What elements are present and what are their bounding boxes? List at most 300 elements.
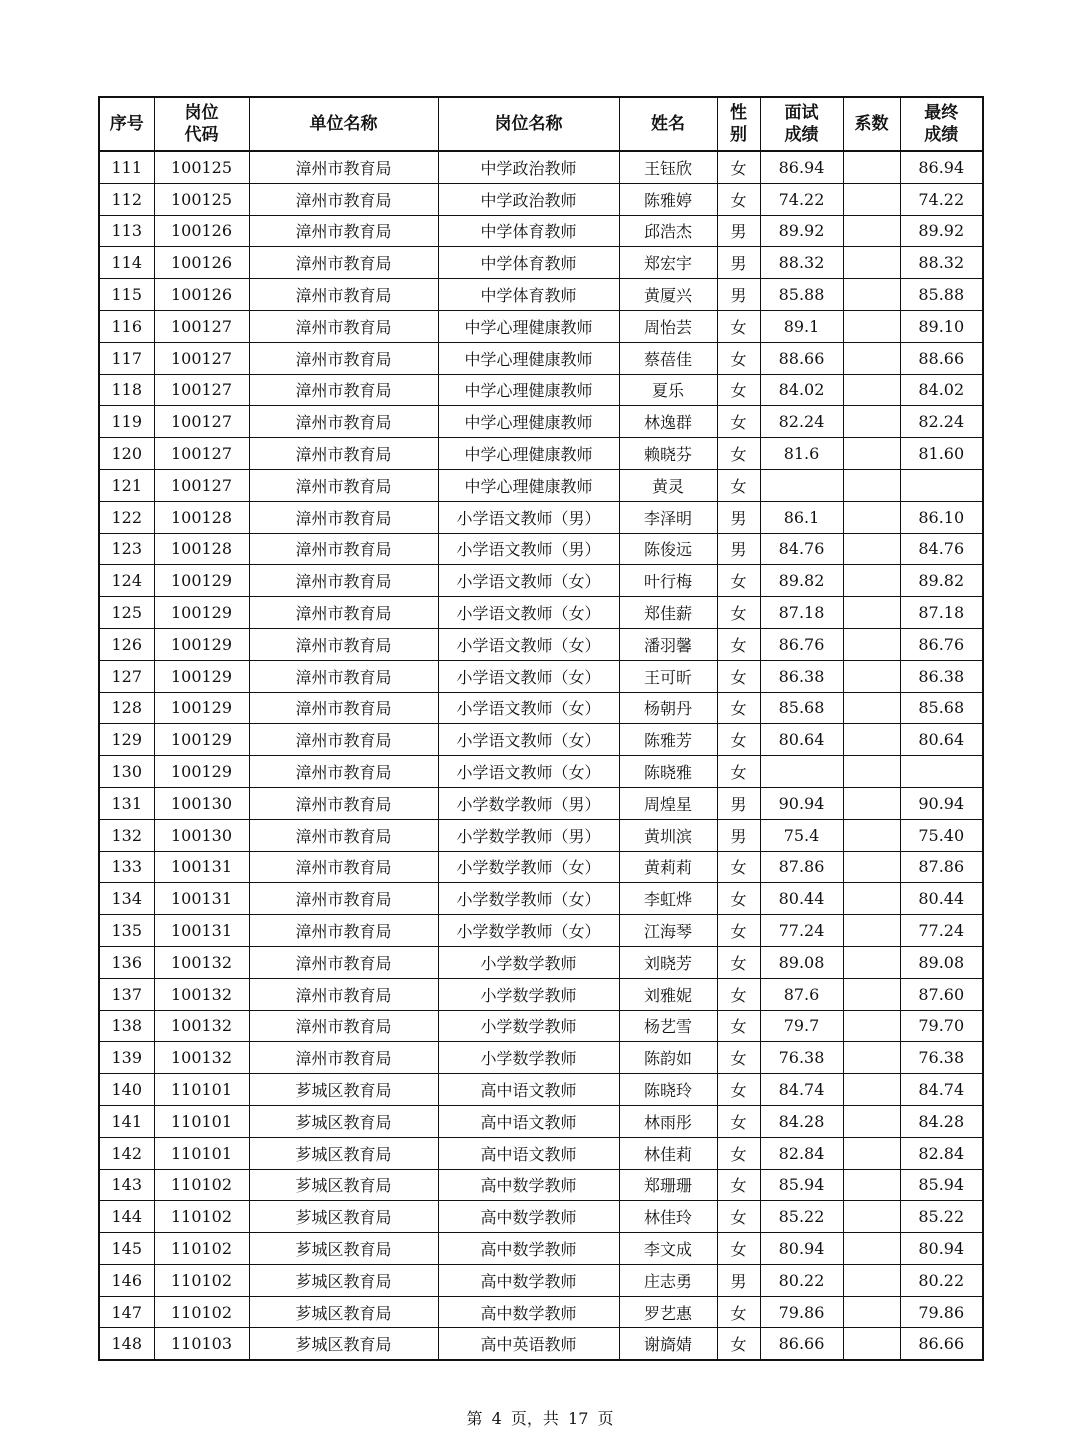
cell-final-score: 74.22 xyxy=(900,183,983,215)
footer-total-pages: 17 xyxy=(568,1409,589,1428)
table-row xyxy=(99,151,983,183)
cell-coefficient xyxy=(843,756,900,788)
table-row xyxy=(99,1074,983,1106)
cell-seq: 122 xyxy=(99,501,154,533)
cell-coefficient xyxy=(843,692,900,724)
cell-gender: 女 xyxy=(717,310,760,342)
cell-post-code: 100129 xyxy=(154,565,249,597)
cell-coefficient xyxy=(843,724,900,756)
cell-coefficient xyxy=(843,787,900,819)
cell-coefficient xyxy=(843,1296,900,1328)
cell-post-code: 100132 xyxy=(154,946,249,978)
cell-post-name: 高中数学教师 xyxy=(438,1169,619,1201)
cell-unit-name: 芗城区教育局 xyxy=(249,1105,438,1137)
cell-post-code: 100132 xyxy=(154,978,249,1010)
cell-unit-name: 漳州市教育局 xyxy=(249,787,438,819)
cell-final-score: 77.24 xyxy=(900,915,983,947)
cell-unit-name: 漳州市教育局 xyxy=(249,756,438,788)
cell-post-code: 100130 xyxy=(154,819,249,851)
table-row xyxy=(99,597,983,629)
header-post-name xyxy=(438,97,619,151)
cell-coefficient xyxy=(843,279,900,311)
cell-seq: 124 xyxy=(99,565,154,597)
cell-seq: 119 xyxy=(99,406,154,438)
cell-coefficient xyxy=(843,406,900,438)
cell-post-name: 小学语文教师（女） xyxy=(438,660,619,692)
cell-interview-score: 80.22 xyxy=(760,1264,843,1296)
cell-unit-name: 芗城区教育局 xyxy=(249,1169,438,1201)
table-row xyxy=(99,1328,983,1360)
cell-unit-name: 芗城区教育局 xyxy=(249,1201,438,1233)
cell-gender: 女 xyxy=(717,1328,760,1360)
cell-name: 陈晓雅 xyxy=(619,756,717,788)
header-interview-score xyxy=(760,97,843,151)
cell-name: 黄莉莉 xyxy=(619,851,717,883)
cell-post-code: 110101 xyxy=(154,1137,249,1169)
table-row xyxy=(99,915,983,947)
cell-gender: 女 xyxy=(717,1074,760,1106)
cell-seq: 141 xyxy=(99,1105,154,1137)
cell-name: 陈韵如 xyxy=(619,1042,717,1074)
cell-post-name: 高中语文教师 xyxy=(438,1105,619,1137)
cell-final-score: 76.38 xyxy=(900,1042,983,1074)
cell-seq: 136 xyxy=(99,946,154,978)
cell-seq: 144 xyxy=(99,1201,154,1233)
header-text: 系数 xyxy=(854,114,889,134)
table-body xyxy=(99,151,983,1360)
cell-final-score: 86.76 xyxy=(900,628,983,660)
cell-post-name: 高中英语教师 xyxy=(438,1328,619,1360)
cell-unit-name: 漳州市教育局 xyxy=(249,469,438,501)
header-name xyxy=(619,97,717,151)
cell-gender: 男 xyxy=(717,533,760,565)
cell-coefficient xyxy=(843,342,900,374)
cell-seq: 130 xyxy=(99,756,154,788)
cell-coefficient xyxy=(843,310,900,342)
header-text: 单位名称 xyxy=(309,114,378,134)
footer-suffix: 页 xyxy=(597,1409,614,1428)
cell-post-code: 100129 xyxy=(154,628,249,660)
table-row xyxy=(99,183,983,215)
cell-seq: 137 xyxy=(99,978,154,1010)
cell-coefficient xyxy=(843,533,900,565)
cell-name: 陈雅婷 xyxy=(619,183,717,215)
cell-interview-score: 84.02 xyxy=(760,374,843,406)
cell-interview-score xyxy=(760,756,843,788)
cell-gender: 女 xyxy=(717,946,760,978)
cell-unit-name: 芗城区教育局 xyxy=(249,1137,438,1169)
cell-post-code: 100127 xyxy=(154,342,249,374)
cell-final-score: 85.68 xyxy=(900,692,983,724)
cell-post-name: 中学体育教师 xyxy=(438,247,619,279)
table-row xyxy=(99,406,983,438)
cell-coefficient xyxy=(843,183,900,215)
cell-name: 刘雅妮 xyxy=(619,978,717,1010)
cell-coefficient xyxy=(843,946,900,978)
cell-interview-score: 81.6 xyxy=(760,438,843,470)
footer-middle: 页，共 xyxy=(510,1409,559,1428)
cell-name: 邱浩杰 xyxy=(619,215,717,247)
cell-final-score: 80.64 xyxy=(900,724,983,756)
cell-coefficient xyxy=(843,438,900,470)
cell-gender: 男 xyxy=(717,819,760,851)
cell-unit-name: 漳州市教育局 xyxy=(249,946,438,978)
header-seq xyxy=(99,97,154,151)
cell-post-name: 小学数学教师（女） xyxy=(438,851,619,883)
cell-post-code: 100127 xyxy=(154,469,249,501)
cell-post-code: 110102 xyxy=(154,1201,249,1233)
cell-final-score: 86.66 xyxy=(900,1328,983,1360)
cell-post-name: 小学数学教师 xyxy=(438,946,619,978)
cell-gender: 女 xyxy=(717,406,760,438)
cell-final-score: 89.82 xyxy=(900,565,983,597)
cell-name: 周煌星 xyxy=(619,787,717,819)
cell-post-name: 高中数学教师 xyxy=(438,1233,619,1265)
cell-name: 赖晓芬 xyxy=(619,438,717,470)
cell-seq: 121 xyxy=(99,469,154,501)
cell-seq: 128 xyxy=(99,692,154,724)
cell-coefficient xyxy=(843,151,900,183)
cell-unit-name: 漳州市教育局 xyxy=(249,565,438,597)
cell-unit-name: 漳州市教育局 xyxy=(249,183,438,215)
cell-final-score: 89.10 xyxy=(900,310,983,342)
cell-interview-score: 88.66 xyxy=(760,342,843,374)
cell-interview-score: 76.38 xyxy=(760,1042,843,1074)
cell-coefficient xyxy=(843,1328,900,1360)
header-final-score xyxy=(900,97,983,151)
cell-seq: 120 xyxy=(99,438,154,470)
cell-interview-score: 85.68 xyxy=(760,692,843,724)
cell-gender: 女 xyxy=(717,342,760,374)
cell-post-code: 100130 xyxy=(154,787,249,819)
cell-gender: 女 xyxy=(717,660,760,692)
cell-final-score: 88.66 xyxy=(900,342,983,374)
cell-unit-name: 漳州市教育局 xyxy=(249,851,438,883)
cell-gender: 女 xyxy=(717,1201,760,1233)
cell-post-code: 100127 xyxy=(154,310,249,342)
cell-seq: 123 xyxy=(99,533,154,565)
cell-name: 林佳玲 xyxy=(619,1201,717,1233)
cell-name: 刘晓芳 xyxy=(619,946,717,978)
cell-post-name: 中学政治教师 xyxy=(438,183,619,215)
cell-gender: 女 xyxy=(717,1169,760,1201)
cell-post-name: 中学心理健康教师 xyxy=(438,438,619,470)
cell-unit-name: 漳州市教育局 xyxy=(249,374,438,406)
cell-name: 叶行梅 xyxy=(619,565,717,597)
header-text: 序号 xyxy=(109,114,144,134)
cell-post-code: 100129 xyxy=(154,660,249,692)
cell-name: 王钰欣 xyxy=(619,151,717,183)
cell-post-code: 100125 xyxy=(154,151,249,183)
cell-gender: 女 xyxy=(717,183,760,215)
cell-interview-score: 74.22 xyxy=(760,183,843,215)
cell-coefficient xyxy=(843,819,900,851)
table-row xyxy=(99,1137,983,1169)
cell-name: 郑佳薪 xyxy=(619,597,717,629)
cell-seq: 147 xyxy=(99,1296,154,1328)
cell-seq: 133 xyxy=(99,851,154,883)
cell-gender: 女 xyxy=(717,1042,760,1074)
cell-seq: 125 xyxy=(99,597,154,629)
cell-name: 杨艺雪 xyxy=(619,1010,717,1042)
cell-coefficient xyxy=(843,851,900,883)
cell-post-name: 小学数学教师 xyxy=(438,1010,619,1042)
table-row xyxy=(99,946,983,978)
cell-interview-score: 87.6 xyxy=(760,978,843,1010)
cell-gender: 女 xyxy=(717,1233,760,1265)
cell-seq: 129 xyxy=(99,724,154,756)
cell-name: 林逸群 xyxy=(619,406,717,438)
cell-gender: 女 xyxy=(717,469,760,501)
cell-final-score: 80.44 xyxy=(900,883,983,915)
cell-final-score: 79.70 xyxy=(900,1010,983,1042)
cell-gender: 男 xyxy=(717,501,760,533)
header-coefficient xyxy=(843,97,900,151)
cell-coefficient xyxy=(843,597,900,629)
cell-post-name: 高中语文教师 xyxy=(438,1074,619,1106)
cell-interview-score: 86.94 xyxy=(760,151,843,183)
cell-final-score: 87.86 xyxy=(900,851,983,883)
cell-name: 李泽明 xyxy=(619,501,717,533)
cell-interview-score: 80.64 xyxy=(760,724,843,756)
cell-name: 陈雅芳 xyxy=(619,724,717,756)
cell-interview-score: 89.82 xyxy=(760,565,843,597)
cell-interview-score xyxy=(760,469,843,501)
cell-name: 郑宏宇 xyxy=(619,247,717,279)
cell-post-name: 小学数学教师（女） xyxy=(438,883,619,915)
cell-final-score: 84.76 xyxy=(900,533,983,565)
cell-post-name: 小学语文教师（女） xyxy=(438,565,619,597)
cell-post-code: 110102 xyxy=(154,1264,249,1296)
results-table xyxy=(98,96,984,1361)
cell-post-name: 高中数学教师 xyxy=(438,1296,619,1328)
cell-name: 林雨彤 xyxy=(619,1105,717,1137)
cell-post-code: 100131 xyxy=(154,915,249,947)
cell-seq: 118 xyxy=(99,374,154,406)
cell-seq: 114 xyxy=(99,247,154,279)
cell-post-code: 100127 xyxy=(154,438,249,470)
cell-final-score: 84.28 xyxy=(900,1105,983,1137)
cell-interview-score: 79.7 xyxy=(760,1010,843,1042)
table-row xyxy=(99,1042,983,1074)
cell-gender: 女 xyxy=(717,1010,760,1042)
cell-final-score: 86.10 xyxy=(900,501,983,533)
cell-seq: 126 xyxy=(99,628,154,660)
table-row xyxy=(99,279,983,311)
cell-final-score: 88.32 xyxy=(900,247,983,279)
cell-name: 李虹烨 xyxy=(619,883,717,915)
cell-unit-name: 芗城区教育局 xyxy=(249,1296,438,1328)
cell-gender: 女 xyxy=(717,438,760,470)
cell-coefficient xyxy=(843,501,900,533)
cell-unit-name: 漳州市教育局 xyxy=(249,247,438,279)
cell-gender: 女 xyxy=(717,597,760,629)
cell-seq: 148 xyxy=(99,1328,154,1360)
cell-final-score: 89.08 xyxy=(900,946,983,978)
table-row xyxy=(99,1201,983,1233)
cell-unit-name: 芗城区教育局 xyxy=(249,1233,438,1265)
cell-unit-name: 漳州市教育局 xyxy=(249,501,438,533)
cell-final-score xyxy=(900,756,983,788)
cell-final-score: 85.22 xyxy=(900,1201,983,1233)
cell-post-code: 100129 xyxy=(154,597,249,629)
cell-seq: 115 xyxy=(99,279,154,311)
cell-post-name: 中学心理健康教师 xyxy=(438,406,619,438)
table-row xyxy=(99,1169,983,1201)
cell-post-name: 小学数学教师（女） xyxy=(438,915,619,947)
table-row xyxy=(99,883,983,915)
cell-seq: 131 xyxy=(99,787,154,819)
table-row xyxy=(99,1296,983,1328)
cell-unit-name: 漳州市教育局 xyxy=(249,628,438,660)
table-row xyxy=(99,819,983,851)
cell-final-score: 86.38 xyxy=(900,660,983,692)
cell-post-name: 小学语文教师（女） xyxy=(438,597,619,629)
cell-seq: 112 xyxy=(99,183,154,215)
cell-unit-name: 漳州市教育局 xyxy=(249,438,438,470)
cell-interview-score: 86.1 xyxy=(760,501,843,533)
cell-final-score: 82.24 xyxy=(900,406,983,438)
cell-final-score: 85.88 xyxy=(900,279,983,311)
table-row xyxy=(99,660,983,692)
cell-gender: 女 xyxy=(717,151,760,183)
table-row xyxy=(99,1233,983,1265)
cell-post-name: 中学政治教师 xyxy=(438,151,619,183)
cell-interview-score: 75.4 xyxy=(760,819,843,851)
cell-post-name: 小学语文教师（女） xyxy=(438,628,619,660)
cell-interview-score: 88.32 xyxy=(760,247,843,279)
cell-unit-name: 漳州市教育局 xyxy=(249,215,438,247)
table-row xyxy=(99,628,983,660)
cell-post-name: 小学数学教师 xyxy=(438,978,619,1010)
cell-post-code: 110101 xyxy=(154,1105,249,1137)
cell-interview-score: 87.86 xyxy=(760,851,843,883)
header-post-code xyxy=(154,97,249,151)
cell-post-name: 小学数学教师 xyxy=(438,1042,619,1074)
cell-post-code: 100128 xyxy=(154,533,249,565)
cell-unit-name: 漳州市教育局 xyxy=(249,406,438,438)
cell-coefficient xyxy=(843,565,900,597)
cell-unit-name: 漳州市教育局 xyxy=(249,978,438,1010)
cell-unit-name: 漳州市教育局 xyxy=(249,533,438,565)
table-header xyxy=(99,97,983,151)
cell-gender: 女 xyxy=(717,628,760,660)
cell-gender: 男 xyxy=(717,787,760,819)
cell-interview-score: 89.08 xyxy=(760,946,843,978)
cell-name: 杨朝丹 xyxy=(619,692,717,724)
cell-post-name: 高中语文教师 xyxy=(438,1137,619,1169)
cell-unit-name: 漳州市教育局 xyxy=(249,883,438,915)
cell-coefficient xyxy=(843,1010,900,1042)
cell-gender: 女 xyxy=(717,1105,760,1137)
cell-interview-score: 80.44 xyxy=(760,883,843,915)
cell-gender: 女 xyxy=(717,1296,760,1328)
cell-gender: 男 xyxy=(717,247,760,279)
cell-name: 江海琴 xyxy=(619,915,717,947)
cell-final-score: 80.22 xyxy=(900,1264,983,1296)
cell-coefficient xyxy=(843,1169,900,1201)
cell-gender: 女 xyxy=(717,565,760,597)
cell-gender: 男 xyxy=(717,279,760,311)
cell-final-score: 87.60 xyxy=(900,978,983,1010)
cell-gender: 女 xyxy=(717,1137,760,1169)
header-text: 性 xyxy=(730,103,747,123)
cell-unit-name: 芗城区教育局 xyxy=(249,1264,438,1296)
table-row xyxy=(99,469,983,501)
cell-unit-name: 漳州市教育局 xyxy=(249,597,438,629)
cell-final-score: 84.02 xyxy=(900,374,983,406)
cell-post-code: 100125 xyxy=(154,183,249,215)
cell-coefficient xyxy=(843,1042,900,1074)
cell-unit-name: 芗城区教育局 xyxy=(249,1074,438,1106)
cell-post-code: 100129 xyxy=(154,692,249,724)
cell-interview-score: 89.92 xyxy=(760,215,843,247)
cell-interview-score: 77.24 xyxy=(760,915,843,947)
cell-unit-name: 漳州市教育局 xyxy=(249,310,438,342)
table-row xyxy=(99,692,983,724)
cell-interview-score: 85.94 xyxy=(760,1169,843,1201)
cell-gender: 女 xyxy=(717,915,760,947)
table-row xyxy=(99,851,983,883)
cell-post-name: 中学心理健康教师 xyxy=(438,342,619,374)
cell-gender: 女 xyxy=(717,978,760,1010)
table-row xyxy=(99,724,983,756)
cell-name: 郑珊珊 xyxy=(619,1169,717,1201)
header-gender xyxy=(717,97,760,151)
cell-unit-name: 漳州市教育局 xyxy=(249,1010,438,1042)
cell-gender: 男 xyxy=(717,215,760,247)
cell-coefficient xyxy=(843,1105,900,1137)
footer-page-number: 4 xyxy=(491,1409,502,1428)
cell-coefficient xyxy=(843,215,900,247)
cell-name: 庄志勇 xyxy=(619,1264,717,1296)
table-row xyxy=(99,438,983,470)
cell-name: 周怡芸 xyxy=(619,310,717,342)
header-text: 最终 xyxy=(924,103,959,123)
cell-name: 林佳莉 xyxy=(619,1137,717,1169)
cell-post-name: 小学语文教师（男） xyxy=(438,533,619,565)
cell-post-code: 100126 xyxy=(154,247,249,279)
cell-coefficient xyxy=(843,1233,900,1265)
cell-interview-score: 80.94 xyxy=(760,1233,843,1265)
cell-unit-name: 漳州市教育局 xyxy=(249,1042,438,1074)
cell-seq: 145 xyxy=(99,1233,154,1265)
cell-post-name: 中学心理健康教师 xyxy=(438,310,619,342)
cell-final-score: 81.60 xyxy=(900,438,983,470)
cell-post-code: 100126 xyxy=(154,279,249,311)
cell-interview-score: 86.66 xyxy=(760,1328,843,1360)
cell-coefficient xyxy=(843,1264,900,1296)
cell-post-code: 100132 xyxy=(154,1042,249,1074)
cell-post-code: 100126 xyxy=(154,215,249,247)
header-text: 代码 xyxy=(184,125,219,145)
footer-prefix: 第 xyxy=(466,1409,483,1428)
cell-seq: 111 xyxy=(99,151,154,183)
header-text: 姓名 xyxy=(651,114,685,134)
cell-final-score: 79.86 xyxy=(900,1296,983,1328)
table-row xyxy=(99,565,983,597)
cell-interview-score: 79.86 xyxy=(760,1296,843,1328)
cell-name: 陈晓玲 xyxy=(619,1074,717,1106)
cell-interview-score: 85.88 xyxy=(760,279,843,311)
cell-gender: 女 xyxy=(717,692,760,724)
cell-post-name: 小学语文教师（女） xyxy=(438,756,619,788)
header-text: 成绩 xyxy=(784,125,819,145)
cell-post-name: 高中数学教师 xyxy=(438,1201,619,1233)
cell-unit-name: 漳州市教育局 xyxy=(249,819,438,851)
cell-interview-score: 84.28 xyxy=(760,1105,843,1137)
cell-unit-name: 漳州市教育局 xyxy=(249,692,438,724)
